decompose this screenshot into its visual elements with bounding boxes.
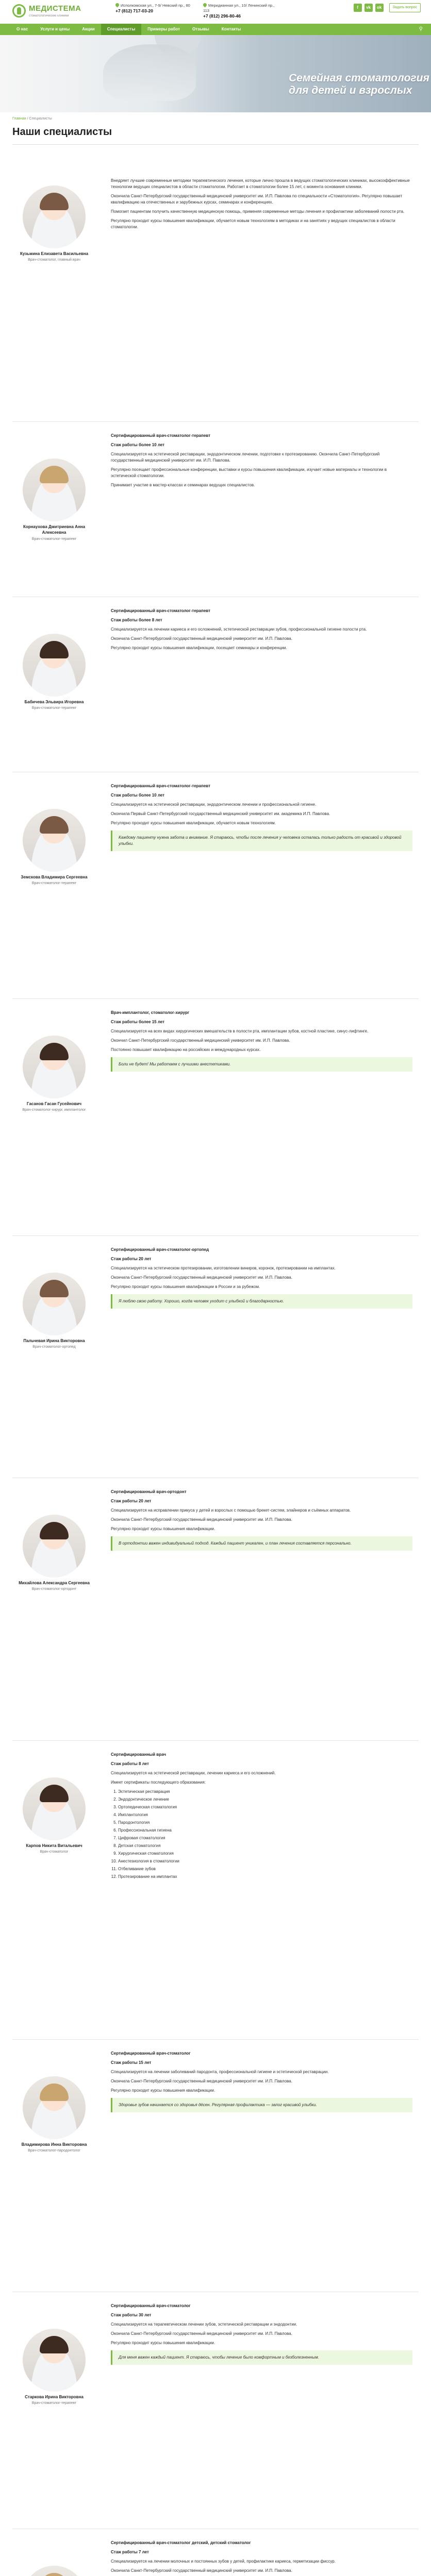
address-block-2 xyxy=(203,3,280,20)
dental-chair-image xyxy=(103,44,196,101)
bio-paragraph: Стаж работы более 15 лет xyxy=(111,1020,165,1024)
doctor-profile xyxy=(15,1273,93,1350)
nav-tools xyxy=(419,26,431,33)
banner-title: Семейная стоматология для детей и взрослых xyxy=(289,72,429,97)
logo[interactable] xyxy=(12,3,90,19)
bio-paragraph: Стаж работы более 10 лет xyxy=(111,793,165,798)
bio-paragraph: Сертифицированный врач xyxy=(111,1752,166,1757)
bio-paragraph: Стаж работы 15 лет xyxy=(111,2060,152,2065)
doctor-bio xyxy=(111,433,412,492)
phone-1[interactable]: +7 (812) 717-03-20 xyxy=(115,8,154,14)
doctor-profile xyxy=(15,185,93,263)
nav-item[interactable]: Примеры работ xyxy=(147,27,180,31)
bio-paragraph: Регулярно проходит курсы повышения квалификации. xyxy=(111,2341,216,2345)
bio-paragraph: Сертифицированный врач-стоматолог-терапевт xyxy=(111,784,211,788)
doctor-bio xyxy=(111,608,412,654)
doctor-position: Врач-стоматолог-терапевт xyxy=(31,537,77,541)
odnoklassniki-icon[interactable]: ok xyxy=(375,4,384,12)
doctor-profile xyxy=(15,1515,93,1592)
doctor-separator xyxy=(12,998,419,999)
breadcrumb-home[interactable]: Главная xyxy=(12,117,26,121)
certificate-item: 8. Детская стоматология xyxy=(118,1843,412,1849)
bio-paragraph: Стаж работы 7 лет xyxy=(111,2550,149,2554)
doctor-name: Бабичева Эльвира Игоревна xyxy=(24,700,84,704)
doctor-photo xyxy=(23,185,86,248)
bio-paragraph: Специализируется на эстетическом протезировании, изготовлении виниров, коронок, протезировании на имплантах. xyxy=(111,1266,336,1270)
doctor-photo xyxy=(23,1515,86,1578)
doctor-position: Врач-стоматолог-терапевт xyxy=(31,882,77,886)
search-icon[interactable]: ⚲ xyxy=(419,26,423,32)
breadcrumb-separator: / xyxy=(27,117,28,121)
doctor-bio xyxy=(111,783,412,855)
logo-tagline: стоматологические клиники xyxy=(29,14,69,18)
certificate-item: 4. Имплантология xyxy=(118,1812,412,1818)
bio-paragraph: Стаж работы 20 лет xyxy=(111,1499,152,1503)
certificate-item: 10. Анестезиология в стоматологии xyxy=(118,1858,412,1865)
certificates-list xyxy=(111,1789,412,1880)
bio-paragraph: Внедряет лучшие современные методики терапевтического лечения, которые лично прошла в ведущих стоматологических клиниках, высокоэффективные технологии ведущих специалистов в области стоматологии. Работает в стоматологии более 15 лет, с момента основания клиники. xyxy=(111,178,410,189)
doctor-profile xyxy=(15,1777,93,1855)
bio-paragraph: Принимает участие в мастер-классах и семинарах ведущих специалистов. xyxy=(111,483,255,487)
certificate-item: 12. Протезирование на имплантах xyxy=(118,1874,412,1880)
bio-paragraph: Регулярно проходит курсы повышения квалификации, посещает семинары и конференции. xyxy=(111,646,287,650)
doctor-name: Старкова Ирина Викторовна xyxy=(25,2395,84,2399)
title-divider xyxy=(12,144,419,145)
bio-paragraph: Специализируется на лечении молочных и постоянных зубов у детей, профилактике кариеса, герметизации фиссур. xyxy=(111,2559,336,2564)
bio-paragraph: Помогает пациентам получить качественную медицинскую помощь, применяя современные методы лечения и профилактики заболеваний полости рта. xyxy=(111,209,405,214)
address-1: Исполкомская ул., 7-9/ Невский пр., 80 xyxy=(121,3,190,8)
doctor-position: Врач-стоматолог-терапевт xyxy=(31,706,77,710)
doctor-name: Кузьмина Елизавета Васильевна xyxy=(20,251,89,256)
doctor-quote: Для меня важен каждый пациент. Я стараюсь, чтобы лечение было комфортным и безболезненным. xyxy=(111,2350,412,2365)
doctor-profile xyxy=(15,2076,93,2154)
doctor-position: Врач-стоматолог-ортопед xyxy=(32,1345,76,1349)
doctor-quote: Я люблю свою работу. Хорошо, когда человек уходит с улыбкой и благодарностью. xyxy=(111,1294,412,1309)
bio-paragraph: Стаж работы более 10 лет xyxy=(111,443,165,447)
certificate-item: 3. Ортопедическая стоматология xyxy=(118,1804,412,1810)
bio-paragraph: Регулярно проходит курсы повышения квалификации, обучается новым технологиям. xyxy=(111,821,276,825)
doctor-bio xyxy=(111,1489,412,1555)
logo-name: МЕДИСТЕМА xyxy=(29,4,81,13)
bio-paragraph: Сертифицированный врач-стоматолог-ортопед xyxy=(111,1247,209,1252)
bio-paragraph: Специализируется на эстетической реставрации, эндодонтическом лечении и профессиональной гигиене. xyxy=(111,802,317,807)
doctor-bio xyxy=(111,2050,412,2116)
doctor-name: Земскова Владимира Сергеевна xyxy=(21,875,88,879)
doctor-separator xyxy=(12,421,419,422)
site-header xyxy=(0,0,431,24)
bio-paragraph: Сертифицированный врач-стоматолог xyxy=(111,2303,191,2308)
bio-paragraph: Врач-имплантолог, стоматолог-хирург xyxy=(111,1010,190,1015)
doctor-position: Врач-стоматолог-ортодонт xyxy=(31,1587,77,1591)
bio-paragraph: Специализируется на терапевтическом лечении зубов, эстетической реставрации и эндодонтии. xyxy=(111,2322,297,2327)
doctor-separator xyxy=(12,1235,419,1236)
bio-paragraph: Постоянно повышает квалификацию на российских и международных курсах. xyxy=(111,1047,261,1052)
bio-paragraph: Окончила Санкт-Петербургский государственный медицинский университет им. И.П. Павлова. xyxy=(111,2331,292,2336)
hero-banner xyxy=(0,35,431,112)
doctor-profile xyxy=(15,1036,93,1113)
doctor-photo xyxy=(23,1273,86,1335)
breadcrumb xyxy=(0,112,431,122)
bio-paragraph: Окончил Санкт-Петербургский государственный медицинский университет им. И.П. Павлова. xyxy=(111,1038,290,1043)
doctor-name: Гасанов Гасан Гусейнович xyxy=(26,1101,82,1106)
header-actions xyxy=(354,3,421,12)
bio-paragraph: Окончила Первый Санкт-Петербургский государственный медицинский университет им. академика И.П. Павлова. xyxy=(111,811,330,816)
doctor-profile xyxy=(15,2566,93,2576)
nav-item[interactable]: Отзывы xyxy=(192,27,209,31)
nav-item[interactable]: Услуги и цены xyxy=(40,27,70,31)
certificate-item: 6. Профессиональная гигиена xyxy=(118,1827,412,1834)
doctor-profile xyxy=(15,634,93,711)
doctor-photo xyxy=(23,2329,86,2392)
bio-paragraph: Регулярно посещает профессиональные конференции, выставки и курсы повышения квалификации, изучает новые материалы и технологии в эстетической стоматологии. xyxy=(111,467,387,478)
bio-paragraph: Окончила Санкт-Петербургский государственный медицинский университет им. И.П. Павлова. xyxy=(111,1275,292,1280)
bio-paragraph: Регулярно проходит курсы повышения квалификации. xyxy=(111,1527,216,1531)
doctor-profile xyxy=(15,809,93,886)
bio-paragraph: Окончила Санкт-Петербургский государственный медицинский университет им. И.П. Павлова. xyxy=(111,1517,292,1522)
bio-paragraph: Специализируется на лечении кариеса и его осложнений, эстетической реставрации зубов, профессиональной гигиене полости рта. xyxy=(111,627,367,632)
doctor-quote: Здоровье зубов начинается со здоровья дёсен. Регулярная профилактика — залог красивой улыбки. xyxy=(111,2098,412,2112)
doctor-quote: Боли не будет! Мы работаем с лучшими анестетиками. xyxy=(111,1057,412,1072)
doctor-bio xyxy=(111,1752,412,1883)
doctor-photo xyxy=(23,809,86,872)
bio-paragraph: Стаж работы 20 лет xyxy=(111,1257,152,1261)
doctor-bio xyxy=(111,2303,412,2369)
doctor-bio xyxy=(111,1247,412,1313)
certificate-item: 2. Эндодонтическое лечение xyxy=(118,1797,412,1803)
bio-paragraph: Стаж работы 30 лет xyxy=(111,2313,152,2317)
doctor-quote: Каждому пациенту нужна забота и внимание. Я стараюсь, чтобы после лечения у человека осталась только радость от красивой и здоровой улыбки. xyxy=(111,831,412,851)
bio-paragraph: Сертифицированный врач-ортодонт xyxy=(111,1489,187,1494)
bio-paragraph: Окончила Санкт-Петербургский государственный медицинский университет им. И.П. Павлова. xyxy=(111,2568,292,2573)
doctor-position: Врач-стоматолог-пародонтолог xyxy=(28,2149,80,2153)
doctor-photo xyxy=(23,1777,86,1840)
bio-paragraph: Окончила Санкт-Петербургский государственный медицинский университет им. И.П. Павлова. xyxy=(111,636,292,641)
doctor-name: Пальчевая Ирина Викторовна xyxy=(23,1338,85,1343)
bio-paragraph: Специализируется на эстетической реставрации, эндодонтическом лечении, подготовке к протезированию. Окончила Санкт-Петербургский государственный медицинский университет им. И.П. Павлова. xyxy=(111,452,380,463)
nav-item[interactable]: Специалисты xyxy=(101,24,142,35)
page-title: Наши специалисты xyxy=(12,126,112,138)
certificate-item: 9. Хирургическая стоматология xyxy=(118,1851,412,1857)
certificate-item: 7. Цифровая стоматология xyxy=(118,1835,412,1841)
doctor-separator xyxy=(12,1740,419,1741)
bio-paragraph: Специализируется на лечении заболеваний пародонта, профессиональной гигиене и эстетической реставрации. xyxy=(111,2070,329,2074)
doctor-position: Врач-стоматолог-терапевт xyxy=(31,2401,77,2405)
main-nav xyxy=(0,24,431,35)
doctor-photo xyxy=(23,459,86,521)
bio-paragraph: Стаж работы 8 лет xyxy=(111,1761,149,1766)
doctor-position: Врач-стоматолог xyxy=(40,1850,69,1854)
doctor-bio xyxy=(111,1010,412,1076)
vk-icon[interactable]: vk xyxy=(364,4,373,12)
nav-item[interactable]: О нас xyxy=(16,27,28,31)
doctor-position: Врач-стоматолог-хирург, имплантолог xyxy=(22,1108,86,1112)
nav-item[interactable]: Контакты xyxy=(221,27,241,31)
certificate-item: 5. Пародонтология xyxy=(118,1820,412,1826)
doctor-name: Михайлова Александра Сергеевна xyxy=(19,1581,90,1585)
doctor-photo xyxy=(23,2566,86,2576)
nav-item[interactable]: Акции xyxy=(82,27,95,31)
doctor-position: Врач-стоматолог, главный врач xyxy=(28,258,80,262)
bio-paragraph: Сертифицированный врач-стоматолог xyxy=(111,2051,191,2056)
doctor-name: Карпов Никита Витальевич xyxy=(26,1843,82,1848)
doctor-photo xyxy=(23,2076,86,2139)
doctor-name: Владимирова Инна Викторовна xyxy=(21,2142,87,2147)
bio-paragraph: Окончила Санкт-Петербургский государственный медицинский университет им. И.П. Павлова по специальности «Стоматология». Регулярно повышает квалификацию на отечественных и зарубежных курсах, семинарах и конференциях. xyxy=(111,194,403,205)
address-2: Меридианная ул., 10/ Ленинский пр., 113 xyxy=(203,3,275,13)
doctor-separator xyxy=(12,2039,419,2040)
location-pin-icon xyxy=(203,3,208,8)
doctor-quote: В ортодонтии важен индивидуальный подход. Каждый пациент уникален, и план лечения составляется персонально. xyxy=(111,1536,412,1551)
doctor-photo xyxy=(23,1036,86,1098)
certificate-item: 11. Отбеливание зубов xyxy=(118,1866,412,1872)
bio-paragraph: Имеет сертификаты последующего образования: xyxy=(111,1780,206,1785)
bio-paragraph: Стаж работы более 8 лет xyxy=(111,618,162,622)
bio-paragraph: Регулярно проходит курсы повышения квалификации. xyxy=(111,2088,216,2093)
bio-paragraph: Специализируется на всех видах хирургических вмешательств в полости рта, имплантации зубов, костной пластике, синус-лифтинге. xyxy=(111,1029,369,1033)
certificate-item: 1. Эстетическая реставрация xyxy=(118,1789,412,1795)
bio-paragraph: Регулярно проходит курсы повышения квалификации, обучается новым технологиям в методиках и на занятиях у ведущих специалистов в области стоматологии. xyxy=(111,218,395,229)
bio-paragraph: Окончила Санкт-Петербургский государственный медицинский университет им. И.П. Павлова. xyxy=(111,2079,292,2083)
facebook-icon[interactable]: f xyxy=(354,4,362,12)
doctor-photo xyxy=(23,634,86,697)
doctor-bio xyxy=(111,178,412,233)
doctor-profile xyxy=(15,2329,93,2406)
bio-paragraph: Специализируется на исправлении прикуса у детей и взрослых с помощью брекет-систем, элайнеров и съёмных аппаратов. xyxy=(111,1508,351,1513)
doctor-profile xyxy=(15,459,93,542)
bio-paragraph: Сертифицированный врач-стоматолог детский, детский стоматолог xyxy=(111,2540,251,2545)
doctor-bio xyxy=(111,2540,412,2576)
doctor-name: Корнаухова Дмитриевна Анна Алексеевна xyxy=(23,524,86,535)
address-block-1 xyxy=(115,3,193,14)
location-pin-icon xyxy=(115,3,120,8)
breadcrumb-current: Специалисты xyxy=(29,117,52,121)
bio-paragraph: Регулярно проходит курсы повышения квалификации в России и за рубежом. xyxy=(111,1284,260,1289)
bio-paragraph: Сертифицированный врач-стоматолог-терапевт xyxy=(111,433,211,438)
ask-question-button[interactable]: Задать вопрос xyxy=(389,3,421,12)
bio-paragraph: Специализируется на эстетической реставрации, лечении кариеса и его осложнений. xyxy=(111,1771,276,1775)
phone-2[interactable]: +7 (812) 296-80-46 xyxy=(203,13,241,19)
logo-tooth-icon xyxy=(12,4,26,18)
bio-paragraph: Сертифицированный врач-стоматолог-терапевт xyxy=(111,608,211,613)
